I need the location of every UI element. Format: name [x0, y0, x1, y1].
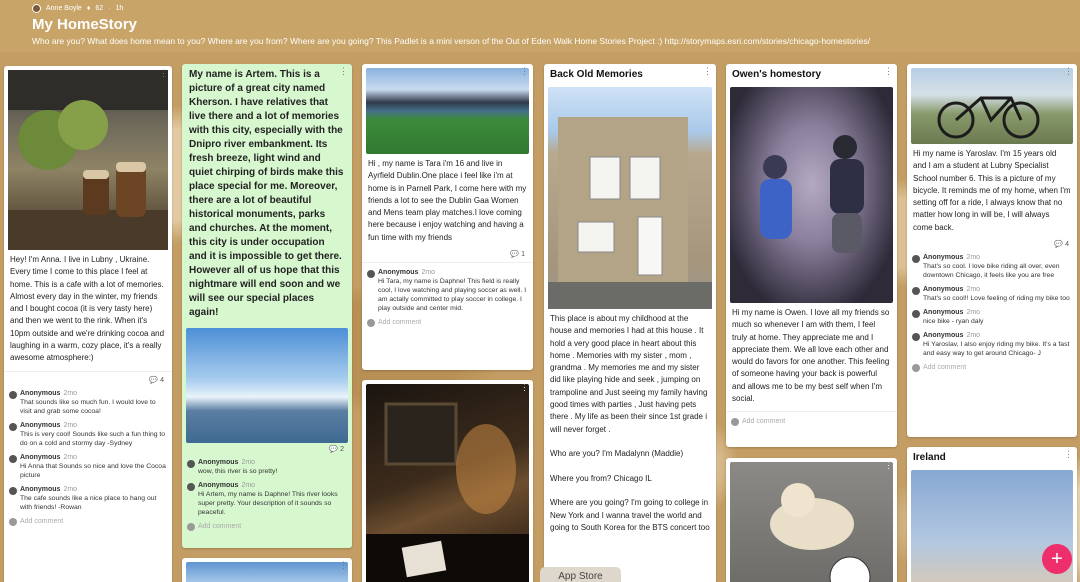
- comment-author: [923, 309, 1071, 316]
- comment-count[interactable]: 💬 1: [510, 251, 525, 259]
- post-image-partial[interactable]: [186, 562, 348, 582]
- post-menu-icon[interactable]: ⋮: [703, 66, 712, 76]
- comment-author: [20, 422, 166, 429]
- post-card-piano[interactable]: [362, 380, 533, 582]
- heart-icon: ♦: [86, 5, 91, 12]
- post-image-dog[interactable]: [730, 462, 893, 582]
- commenter-avatar: [9, 391, 17, 399]
- post-menu-icon[interactable]: ⋮: [1064, 449, 1073, 459]
- comment: [907, 328, 1077, 360]
- commenter-avatar: [912, 255, 920, 263]
- post-menu-icon[interactable]: ⋮: [159, 68, 168, 78]
- comment: [907, 250, 1077, 282]
- comment-time: 2mo: [63, 421, 78, 429]
- dog-illustration: [730, 462, 893, 582]
- comment-text: nice bike - ryan daly: [923, 318, 984, 326]
- piano-room-illustration: [366, 384, 529, 582]
- comment-time: 2mo: [966, 286, 981, 294]
- comment-author: [923, 254, 1071, 261]
- user-avatar: [912, 364, 920, 372]
- comment-count-value: 1: [521, 251, 525, 259]
- post-image-river[interactable]: [186, 328, 348, 443]
- comment-text: Hi Yaroslav, I also enjoy riding my bike. It's a fast and easy way to get around Chicago- J: [923, 341, 1070, 358]
- friends-dancing-illustration: [730, 87, 893, 303]
- add-comment-button[interactable]: [726, 414, 897, 429]
- comment-text: That sounds like so much fun. I would love to visit and grab some cocoa!: [20, 398, 156, 415]
- post-image-stadium[interactable]: [366, 68, 529, 154]
- divider: [726, 411, 897, 412]
- add-comment-label: Add comment: [20, 517, 64, 525]
- comment: [4, 450, 172, 482]
- post-card-owen[interactable]: [726, 64, 897, 447]
- comment-time: 2mo: [241, 459, 256, 466]
- post-image-piano[interactable]: [366, 384, 529, 582]
- post-card-artem[interactable]: [182, 64, 352, 548]
- comment-author: [198, 482, 346, 489]
- comment-author: [923, 286, 1071, 293]
- post-body: Hi my name is Owen. I love all my friends so much so whenever I am with them, I feel truly at home. They appreciate me and I appreciate them. We all love each other and would do favors for one another. This feeling of someone having your back is powerful and allows me to be my best self when I'm social.: [732, 308, 890, 404]
- comment-author: [20, 486, 166, 493]
- page-title: My HomeStory: [32, 16, 138, 33]
- comment-count-value: 4: [160, 376, 164, 384]
- post-menu-icon[interactable]: ⋮: [520, 382, 529, 392]
- divider: [362, 262, 533, 263]
- post-title: Ireland: [913, 452, 946, 463]
- comment-author-name: Anonymous: [923, 254, 964, 262]
- comment-time: 2mo: [241, 482, 256, 489]
- author-name[interactable]: Anne Boyle: [46, 5, 82, 12]
- comment: [907, 282, 1077, 305]
- comment-author-name: Anonymous: [20, 421, 61, 429]
- post-card-anna[interactable]: [4, 66, 172, 582]
- commenter-avatar: [187, 460, 195, 468]
- comment-time: 2mo: [63, 389, 78, 397]
- commenter-avatar: [912, 333, 920, 341]
- comment-text: That's so cool!! Love feeling of riding my bike too: [923, 295, 1070, 303]
- post-image-cafe[interactable]: [8, 70, 168, 250]
- comment-count[interactable]: 💬 4: [149, 376, 164, 384]
- commenter-avatar: [912, 310, 920, 318]
- post-paragraph: This place is about my childhood at the house and memories I had at this house . It hold a very good place in heart about this home . Memories with my sister , mom , grandma . My memories me and my sister did like playing hide and seek , jumping on trampoline and Just seeing my family having good times with parties , Just having pets there . My life as been their since 1st grade i will never forget .: [550, 314, 708, 434]
- comment: [4, 418, 172, 450]
- commenter-avatar: [9, 423, 17, 431]
- comment-author-name: Anonymous: [923, 332, 964, 340]
- add-comment-button[interactable]: [182, 519, 352, 534]
- commenter-avatar: [9, 455, 17, 463]
- post-body: Hi my name is Yaroslav. I'm 15 years old and I am a student at Lubny Specialist School number 6. This is a picture of my bicycle. It reminds me of my home, when I'm setting off for a ride, I always know that no matter how long in will be, I will always come back.: [913, 149, 1071, 232]
- post-menu-icon[interactable]: ⋮: [339, 560, 348, 570]
- post-body: Hi , my name is Tara i'm 16 and live in Ayrfield Dublin.One place i feel like i'm at home is in Parnell Park, I come here with my friends a lot to see the Dublin Gaa Women and Mens team play matches.I love coming here because i enjoy watching and having a fun time with my friends: [368, 159, 527, 242]
- user-avatar: [731, 418, 739, 426]
- comment-author-name: Anonymous: [20, 389, 61, 397]
- post-card-dog[interactable]: [726, 458, 897, 582]
- comment-count-value: 4: [1065, 241, 1069, 249]
- comment: [182, 478, 352, 519]
- add-comment-label: Add comment: [378, 319, 422, 327]
- comment-time: 2mo: [421, 269, 436, 277]
- comment-author: [198, 459, 346, 466]
- comment: [4, 482, 172, 514]
- cafe-drinks-illustration: [8, 70, 168, 250]
- post-card-yaroslav[interactable]: [907, 64, 1077, 437]
- comment-time: 2mo: [63, 453, 78, 461]
- comment: [182, 455, 352, 478]
- like-count: 62: [95, 5, 104, 12]
- comment-author: [378, 269, 527, 276]
- post-age: 1h: [115, 5, 124, 12]
- comment: [4, 386, 172, 418]
- add-comment-label: Add comment: [923, 364, 967, 372]
- add-comment-label: Add comment: [198, 523, 242, 530]
- post-image-friends[interactable]: [730, 87, 893, 303]
- post-body: Hey! I'm Anna. I live in Lubny , Ukraine. Every time I come to this place I feel at home. This is a cafe with a lot of memories. Almost every day in the winter, my friends and I bought cocoa (it is very tasty here) and then we went to the rink. When it's 10pm outside and we're drinking cocoa and laughing in a warm, cozy place, it's a really awesome atmosphere:): [10, 255, 165, 363]
- dot-separator: ·: [108, 5, 111, 12]
- comment-text: Hi Anna that Sounds so nice and love the Cocoa picture: [20, 462, 166, 479]
- comment-text: wow, this river is so pretty!: [198, 468, 278, 475]
- page-description: Who are you? What does home mean to you? Where are you from? Where are you going? This Padlet is a mini verson of the Out of Eden Walk Home Stories Project :) http://storymaps.esri.com/stories/chicago-homestories/: [32, 36, 871, 46]
- post-card-tara[interactable]: [362, 64, 533, 370]
- post-menu-icon[interactable]: ⋮: [884, 460, 893, 470]
- comment-author-name: Anonymous: [378, 269, 419, 277]
- post-menu-icon[interactable]: ⋮: [1064, 66, 1073, 76]
- post-menu-icon[interactable]: ⋮: [339, 66, 348, 76]
- comment-time: 2mo: [63, 485, 78, 493]
- add-post-button[interactable]: +: [1042, 544, 1072, 574]
- commenter-avatar: [187, 483, 195, 491]
- divider: [4, 371, 172, 372]
- comment-time: 2mo: [966, 332, 981, 340]
- comment-text: Hi Tara, my name is Daphne! This field is really cool, I love watching and playing soccer as well. I am actally committed to play soccer in college. I play outside and center mid.: [378, 278, 527, 313]
- comment-time: 2mo: [966, 254, 981, 262]
- post-paragraph: Where you from? Chicago IL: [550, 473, 652, 483]
- comment-count-value: 2: [340, 446, 344, 453]
- post-card-old-memories[interactable]: [544, 64, 716, 582]
- post-title: Owen's homestory: [732, 69, 822, 80]
- post-image-house[interactable]: [548, 87, 712, 309]
- brick-house-illustration: [548, 87, 712, 309]
- comment-time: 2mo: [966, 309, 981, 317]
- app-store-tab[interactable]: App Store: [540, 567, 621, 582]
- add-comment-label: Add comment: [742, 418, 786, 426]
- padlet-header: [0, 0, 1080, 52]
- comment-author-name: Anonymous: [20, 453, 61, 461]
- comment-author: [20, 390, 166, 397]
- post-title: Back Old Memories: [550, 69, 643, 80]
- comment: [362, 265, 533, 315]
- comment-author-name: Anonymous: [20, 485, 61, 493]
- comment-author-name: Anonymous: [923, 309, 964, 317]
- comment-text: The cafe sounds like a nice place to hang out with friends! -Rowan: [20, 494, 157, 511]
- comment-author: [923, 332, 1071, 339]
- author-avatar[interactable]: [32, 4, 41, 13]
- post-paragraph: Where are you going? I'm going to college in New York and I wanna travel the world and going to South Korea for the BTS concert too: [550, 498, 710, 533]
- post-image-bicycle[interactable]: [911, 68, 1073, 144]
- user-avatar: [187, 523, 195, 531]
- post-body: [544, 309, 716, 538]
- comment-text: Hi Artem, my name is Daphne! This river looks super pretty. Your description of it sounds so peaceful.: [198, 491, 338, 516]
- bicycle-illustration: [911, 68, 1073, 144]
- comment: [907, 305, 1077, 328]
- header-meta: [32, 4, 1048, 13]
- commenter-avatar: [367, 270, 375, 278]
- post-paragraph: Who are you? I'm Madalynn (Maddie): [550, 449, 684, 459]
- comment-author-name: Anonymous: [198, 482, 239, 489]
- post-card-partial[interactable]: [182, 558, 352, 582]
- comment-count[interactable]: 💬 2: [329, 446, 344, 453]
- add-comment-button[interactable]: [4, 514, 172, 529]
- comment-author-name: Anonymous: [198, 459, 239, 466]
- add-comment-button[interactable]: [907, 360, 1077, 375]
- post-menu-icon[interactable]: ⋮: [884, 66, 893, 76]
- user-avatar: [367, 319, 375, 327]
- user-avatar: [9, 518, 17, 526]
- add-comment-button[interactable]: [362, 315, 533, 330]
- post-menu-icon[interactable]: ⋮: [520, 66, 529, 76]
- comment-count[interactable]: 💬 4: [1054, 241, 1069, 249]
- comment-text: That's so cool. I love bike riding all over, even downtown Chicago, it feels like you are free: [923, 263, 1060, 280]
- post-body: My name is Artem. This is a picture of a great city named Kherson. I have relatives that live there and a lot of memories with this city, especially with the Dnipro river embankment. Its fresh breeze, light wind and quiet chirping of birds make this place special for me. Moreover, there are a lot of beautiful historical monuments, parks and churches. At the moment, this city is under occupation and it is impossible to get there. However all of us hope that this nightmare will end soon and we will see our special places again!: [189, 69, 344, 318]
- comment-text: This is very cool! Sounds like such a fun thing to do on a cold and stormy day -Sydney: [20, 430, 166, 447]
- commenter-avatar: [9, 487, 17, 495]
- comment-author-name: Anonymous: [923, 286, 964, 294]
- commenter-avatar: [912, 287, 920, 295]
- comment-author: [20, 454, 166, 461]
